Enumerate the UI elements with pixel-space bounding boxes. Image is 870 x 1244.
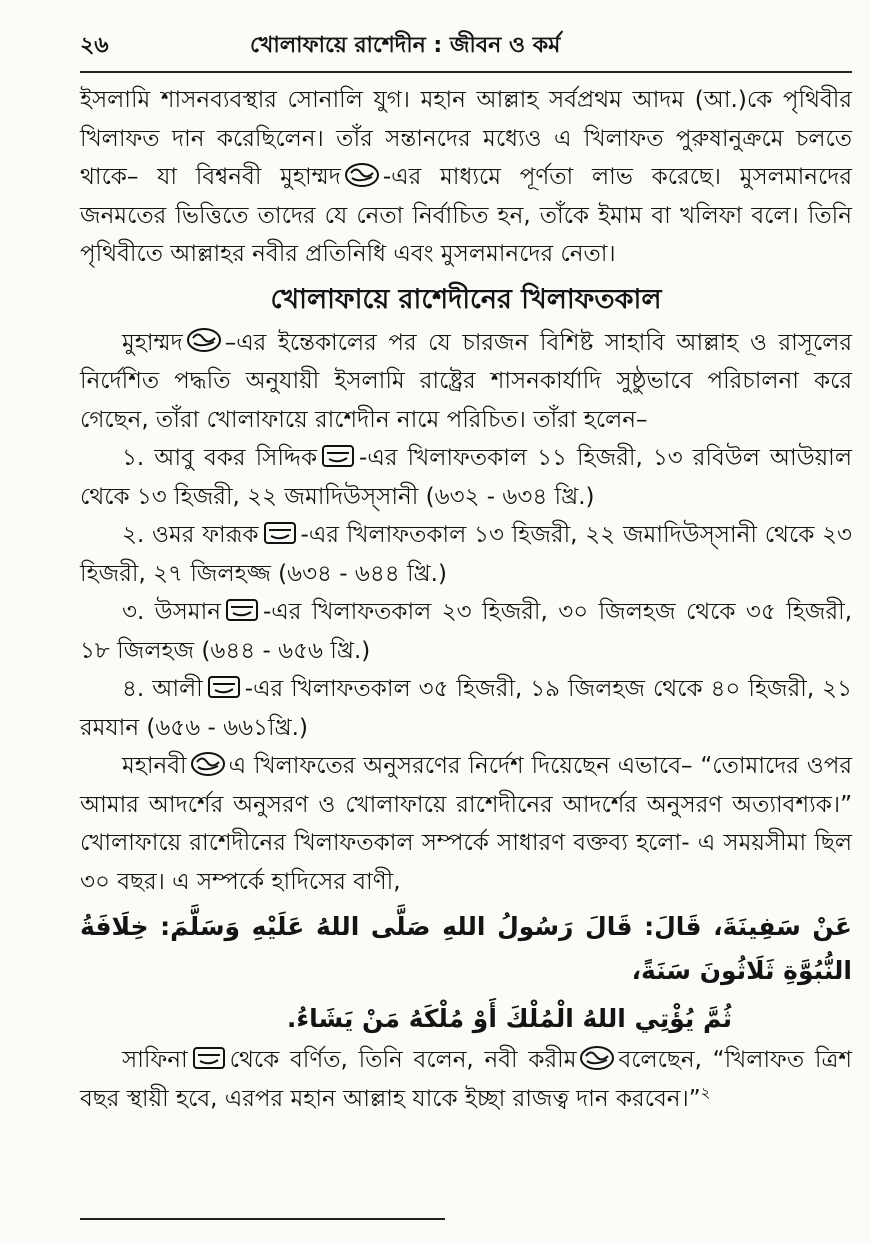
caliph-period: -এর খিলাফতকাল ১১ হিজরী, ১৩ রবিউল আউয়াল থেকে ১৩ হিজরী, ২২ জমাদিউস্সানী (৬৩২ - ৬৩৪ খ্রি.) <box>80 445 852 510</box>
salutation-seal-icon <box>579 1044 615 1072</box>
instruction-text-2: এ খিলাফতের অনুসরণের নির্দেশ দিয়েছেন এভাবে– “তোমাদের ওপর আমার আদর্শের অনুসরণ ও খোলাফায়ে রাশেদীনের আদর্শের অনুসরণ অত্যাবশ্যক।” খোলাফায়ে রাশেদীনের খিলাফতকাল সম্পর্কে সাধারণ বক্তব্য হলো- এ সময়সীমা ছিল ৩০ বছর। এ সম্পর্কে হাদিসের বাণী, <box>80 753 852 895</box>
radiallahu-seal-icon <box>320 442 356 470</box>
section-intro-text-2: –এর ইন্তেকালের পর যে চারজন বিশিষ্ট সাহাবি আল্লাহ ও রাসূলের নির্দেশিত পদ্ধতি অনুযায়ী ইসলামি রাষ্ট্রের শাসনকার্যাদি সুষ্ঠুভাবে পরিচালনা করে গেছেন, তাঁরা খোলাফায়ে রাশেদীন নামে পরিচিত। তাঁরা হলেন– <box>80 329 852 433</box>
caliph-period: -এর খিলাফতকাল ২৩ হিজরী, ৩০ জিলহজ থেকে ৩৫ হিজরী, ১৮ জিলহজ (৬৪৪ - ৬৫৬ খ্রি.) <box>80 599 852 664</box>
footnote-reference: ২ <box>700 1082 711 1101</box>
radiallahu-seal-icon <box>262 519 298 547</box>
caliph-name: ১. আবু বকর সিদ্দিক <box>122 445 318 471</box>
intro-text-1: ইসলামি শাসনব্যবস্থার সোনালি যুগ। মহান আল্লাহ সর্বপ্রথম আদম (আ.)কে পৃথিবীর খিলাফত দান করেছিলেন। তাঁর সন্তানদের মধ্যেও এ খিলাফত পুরুষানুক্রমে চলতে থাকে– যা বিশ্বনবী মুহাম্মদ <box>80 87 852 190</box>
running-header <box>80 28 852 73</box>
translation-text-1: সাফিনা <box>122 1047 188 1073</box>
caliph-name: ২. ওমর ফারূক <box>122 522 259 548</box>
radiallahu-seal-icon <box>206 673 242 701</box>
caliph-item <box>80 439 852 516</box>
caliph-name: ৩. উসমান <box>122 599 221 625</box>
caliph-period: -এর খিলাফতকাল ৩৫ হিজরী, ১৯ জিলহজ থেকে ৪০ হিজরী, ২১ রমযান (৬৫৬ - ৬৬১খ্রি.) <box>80 676 852 741</box>
book-page <box>80 28 852 1118</box>
salutation-seal-icon <box>186 326 222 354</box>
instruction-paragraph <box>80 747 852 901</box>
intro-text-2: -এর মাধ্যমে পূর্ণতা লাভ করেছে। মুসলমানদের জনমতের ভিত্তিতে তাদের যে নেতা নির্বাচিত হন, তাঁকে ইমাম বা খলিফা বলে। তিনি পৃথিবীতে আল্লাহর নবীর প্রতিনিধি এবং মুসলমানদের নেতা। <box>80 164 852 267</box>
translation-text-3: বলেছেন, “খিলাফত ত্রিশ বছর স্থায়ী হবে, এরপর মহান আল্লাহ যাকে ইচ্ছা রাজত্ব দান করবেন।” <box>80 1047 852 1112</box>
radiallahu-seal-icon <box>191 1044 227 1072</box>
hadith-arabic-line-1: عَنْ سَفِينَةَ، قَالَ: قَالَ رَسُولُ اللهِ صَلَّى اللهُ عَلَيْهِ وَسَلَّمَ: خِلَافَةُ النُّبُوَّةِ ثَلَاثُونَ سَنَةً، <box>80 912 852 985</box>
caliph-item <box>80 516 852 593</box>
instruction-text-1: মহানবী <box>122 753 187 779</box>
section-intro-paragraph <box>80 324 852 440</box>
section-intro-text-1: মুহাম্মদ <box>122 329 183 356</box>
running-title: খোলাফায়ে রাশেদীন : জীবন ও কর্ম <box>250 33 561 58</box>
page-number: ২৬ <box>80 33 109 58</box>
caliph-name: ৪. আলী <box>122 676 203 702</box>
footnote-divider <box>80 1218 445 1220</box>
salutation-seal-icon <box>190 750 226 778</box>
salutation-seal-icon <box>344 161 380 189</box>
translation-paragraph <box>80 1041 852 1118</box>
intro-paragraph <box>80 81 852 274</box>
caliph-item <box>80 670 852 747</box>
hadith-arabic-line-2: ثُمَّ يُؤْتِي اللهُ الْمُلْكَ أَوْ مُلْكَهُ مَنْ يَشَاءُ. <box>286 1004 732 1033</box>
section-heading: খোলাফায়ে রাশেদীনের খিলাফতকাল <box>270 283 662 315</box>
caliph-item <box>80 593 852 670</box>
caliph-period: -এর খিলাফতকাল ১৩ হিজরী, ২২ জমাদিউস্সানী থেকে ২৩ হিজরী, ২৭ জিলহজ্জ (৬৩৪ - ৬৪৪ খ্রি.) <box>80 522 852 587</box>
translation-text-2: থেকে বর্ণিত, তিনি বলেন, নবী করীম <box>229 1047 577 1073</box>
radiallahu-seal-icon <box>224 596 260 624</box>
